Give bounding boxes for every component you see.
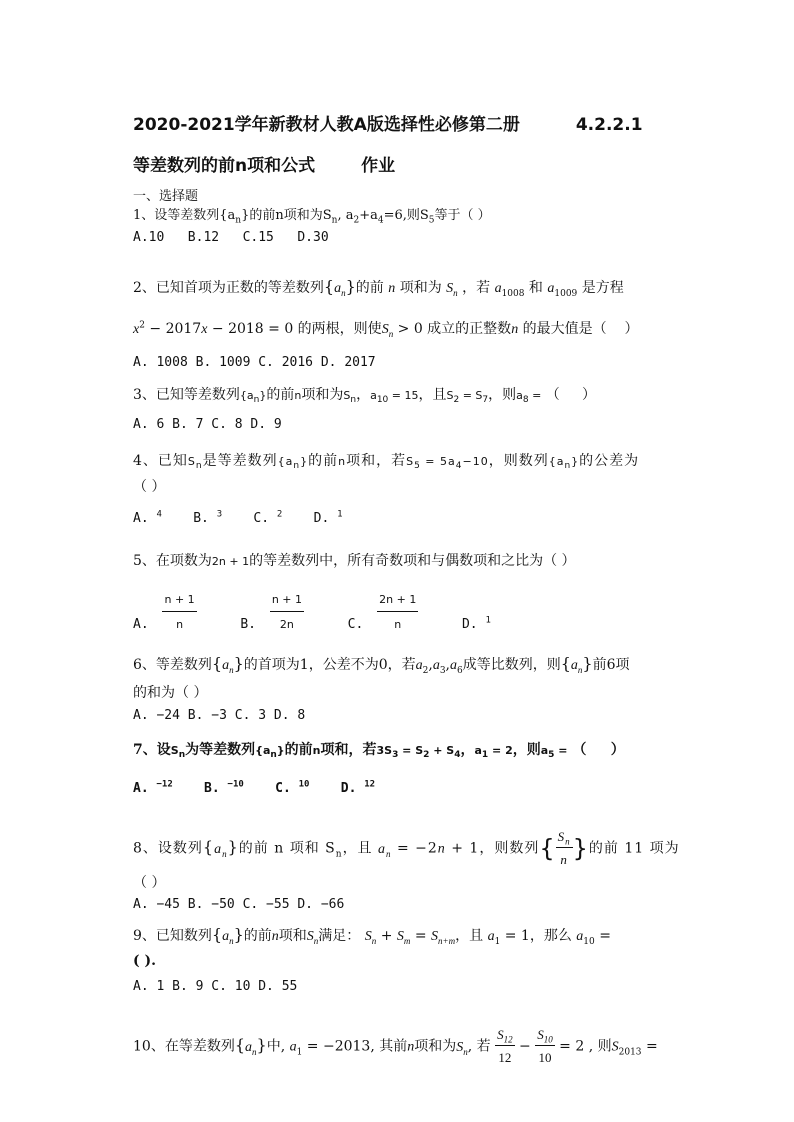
q10-stem: 10、在等差数列$\{a_n\}$中, $a_1 = -2013$, 其前n项和为$S_n$, 若 $\frac{S_{12}}{12}$ − $\frac{S_{10}}{10}$ = 2 , 则$S_{2013}$ = <box>133 1027 658 1065</box>
q5-option-b-fraction: $\frac{n + 1}{2n}$ <box>270 590 304 635</box>
q3-options: A. 6 B. 7 C. 8 D. 9 <box>133 417 282 432</box>
q5-stem: 5、在项数为2n + 1的等差数列中，所有奇数项和与偶数项和之比为（ ） <box>133 553 576 569</box>
q8-stem: 8、设数列$\{a_n\}$的前 n 项和 $S_n$，且 $a_n = -2n + 1$，则数列{ $\frac{S_n}{n}$ }的前 11 项为 <box>133 829 680 867</box>
title-homework: 作业 <box>361 156 396 176</box>
section-heading: 一、选择题 <box>133 189 199 204</box>
q6-stem-2: 的和为（ ） <box>133 685 208 701</box>
q8-options: A. −45 B. −50 C. −55 D. −66 <box>133 897 345 912</box>
q8-stem-2: （ ） <box>133 875 166 891</box>
q4-stem-2: （ ） <box>133 479 166 495</box>
title-topic: 等差数列的前n项和公式 <box>133 156 316 176</box>
title-main: 2020-2021学年新教材人教A版选择性必修第二册 <box>133 115 520 135</box>
q7-options: A. $^{-12}$ B. $^{-10}$ C. $^{10}$ D. $^{12}$ <box>133 779 376 796</box>
q9-stem-2: ( ). <box>133 953 156 969</box>
q4-options: A. $^4$ B. $^3$ C. $^2$ D. $^1$ <box>133 509 343 526</box>
q3-stem: 3、已知等差数列$\{a_n\}$的前n项和为$S_n$，$a_{10} = 15$，且$S_2 = S_7$，则$a_8$ = （ ） <box>133 387 597 406</box>
q1-stem: 1、设等差数列$\{a_n\}$的前n项和为$S_n$, $a_2+a_4=6$,则$S_5$等于（ ） <box>133 208 491 226</box>
q4-stem: 4、已知$S_n$是等差数列$\{a_n\}$的前n项和，若$S_5 = 5a_4-10$，则数列$\{a_n\}$的公差为 <box>133 453 640 472</box>
title-line-1 <box>133 114 643 136</box>
title-section-number: 4.2.2.1 <box>575 115 643 135</box>
q5-option-a-fraction: $\frac{n + 1}{n}$ <box>162 590 196 635</box>
q5-options: A. $\frac{n + 1}{n}$ B. $\frac{n + 1}{2n}$ C. $\frac{2n + 1}{n}$ D. $^1$ <box>133 590 491 635</box>
q2-options: A. 1008 B. 1009 C. 2016 D. 2017 <box>133 355 376 370</box>
q2-stem: 2、已知首项为正数的等差数列$\{a_n\}$的前 n 项和为 $S_n$ ，若 $a_{1008}$ 和 $a_{1009}$ 是方程 <box>133 277 624 299</box>
q9-options: A. 1 B. 9 C. 10 D. 55 <box>133 979 298 994</box>
q1-options: A.10 B.12 C.15 D.30 <box>133 230 329 245</box>
title-line-2 <box>133 155 395 177</box>
q2-stem-2: $x^2 - 2017x - 2018 = 0$ 的两根，则使$S_n > 0$ 成立的正整数n 的最大值是（ ） <box>133 320 639 339</box>
q5-option-c-fraction: $\frac{2n + 1}{n}$ <box>377 590 418 635</box>
q9-stem: 9、已知数列$\{a_n\}$的前n项和$S_n$满足： $S_n + S_m = S_{n+m}$，且 $a_1 = 1$，那么 $a_{10}$ = <box>133 925 611 947</box>
q6-stem: 6、等差数列$\{a_n\}$的首项为1，公差不为0，若$a_2,a_3,a_6$成等比数列，则$\{a_n\}$前6项 <box>133 654 630 676</box>
q7-stem: 7、设$S_n$为等差数列$\{a_n\}$的前n项和，若$3S_3 = S_2 + S_4$，$a_1 = 2$，则$a_5$ = （ ） <box>133 742 625 761</box>
q6-options: A. −24 B. −3 C. 3 D. 8 <box>133 708 306 723</box>
